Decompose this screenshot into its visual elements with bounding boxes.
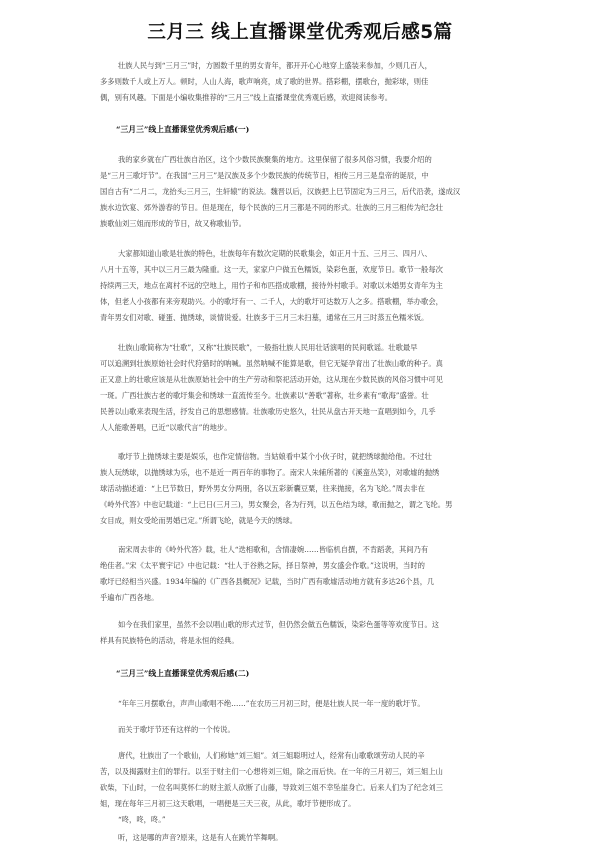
text-line: 国自古有“二月二，龙抬头;三月三，生轩辕”的说法。魏晋以后，汉族把上巳节固定为三月三，后代沿袭，遂成汉 — [100, 187, 461, 196]
text-line: 南宋周去非的《岭外代答》载，壮人“迭相歌和，含情凄婉……皆临机自撰，不肯蹈袭，其间乃有 — [118, 545, 429, 554]
text-line: 多多则数千人或上万人。顿时，人山人海，歌声响亮，成了歌的世界。搭彩棚，摆歌台，抛彩球，则佳 — [100, 77, 429, 86]
text-line: 偶，别有风趣。下面是小编收集推荐的“三月三”线上直播课堂优秀观后感，欢迎阅读参考。 — [100, 93, 393, 102]
text-line: 如今在我们家里，虽然不会以唱山歌的形式过节，但仍然会做五色糯饭，染彩色蛋等等欢度节日。这 — [118, 620, 440, 629]
text-line: “咚，咚，咚。” — [118, 815, 166, 824]
text-line: “年年三月摆歌台，声声山歌唱不绝……”在农历三月初三时，便是壮族人民一年一度的歌圩节。 — [118, 699, 425, 708]
text-line: 壮族人民与到“三月三”时，方圆数千里的男女青年，都开开心心地穿上盛装来参加，少则几百人， — [118, 61, 432, 70]
text-line: 女目成，则女受纶而男婚已定。”所谓飞纶，就是今天的绣球。 — [100, 516, 298, 525]
text-line: 乎遍布广西各地。 — [100, 593, 159, 602]
text-line: 壮族山歌简称为“壮歌”，又称“壮族民歌”，一般指壮族人民用壮话演唱的民间歌谣。壮歌最早 — [118, 343, 418, 352]
text-line: 我的家乡就在广西壮族自治区，这个少数民族聚集的地方。这里保留了很多风俗习惯，我要介绍的 — [118, 155, 432, 164]
text-line: 砍柴，下山时，一位名叫莫怀仁的财主派人砍断了山藤，导致刘三姐不幸坠崖身亡。后来人们为了纪念刘三 — [100, 783, 443, 792]
text-line: 正又意上的壮歌应该是从壮族原始社会中的生产劳动和祭祀活动开始，这从现在少数民族的风俗习惯中可见 — [100, 375, 443, 384]
text-line: 歌圩已经相当兴盛。1934年编的《广西各县概况》记载，当时广西有歌墟活动地方就有多达26个县，几 — [100, 577, 435, 586]
text-line: 样具有民族特色的活动，将是永恒的经典。 — [100, 636, 239, 645]
text-line: 族水边饮宴、郊外游春的节日。但是现在，每个民族的三月三都是不同的形式。壮族的三月三相传为纪念壮 — [100, 203, 443, 212]
text-line: 体，但老人小孩都有来旁观助兴。小的歌圩有一、二千人，大的歌圩可达数万人之多。搭歌棚，举办歌会， — [100, 297, 443, 306]
text-line: 可以追溯到壮族原始社会时代狩猎时的呐喊。虽然呐喊不能算是歌，但它无疑孕育出了壮族山歌的种子。真 — [100, 359, 443, 368]
text-line: 听，这是哪的声音?原来，这是有人在跳竹竿舞啊。 — [118, 833, 283, 842]
text-line: 苦，以及揭露财主们的罪行。以至于财主们一心想将刘三姐，除之而后快。在一年的三月初三，刘三姐上山 — [100, 767, 443, 776]
text-line: 歌圩节上抛绣球主要是娱乐，也作定情信物。当姑娘看中某个小伙子时，就把绣球抛给他。不过壮 — [118, 452, 432, 461]
text-line: 族歌仙刘三姐而形成的节日，故又称歌仙节。 — [100, 219, 246, 228]
text-line: 唐代，壮族出了一个歌仙，人们称她“刘三姐”。刘三姐聪明过人，经常有山歌歌颂劳动人民的辛 — [118, 751, 425, 760]
text-line: 《岭外代答》中也记载道：“上已日(三月三)，男女聚会，各为行列，以五色结为球，歌而抛之，谓之飞纶。男 — [100, 500, 453, 509]
page-title: 三月三 线上直播课堂优秀观后感5篇 — [147, 22, 453, 43]
text-line: 大家都知道山歌是壮族的特色，壮族每年有数次定期的民歌集会，如正月十五、三月三、四月八、 — [118, 249, 432, 258]
text-line: 民善以山歌来表现生活，抒发自己的思想感情。壮族歌历史悠久，壮民从盘古开天地一直唱到如今，几乎 — [100, 407, 436, 416]
text-line: 人人能歌善唱，已近“以歌代言”的地步。 — [100, 423, 232, 432]
text-line: 姐，现在每年三月初三这天歌唱，一唱便是三天三夜，从此，歌圩节便形成了。 — [100, 799, 356, 808]
text-line: 持续两三天，地点在离村不远的空地上，用竹子和布匹搭成歌棚，接待外村歌手。对歌以未婚男女青年为主 — [100, 281, 443, 290]
text-line: 一斑。广西壮族古老的歌圩集会和绣球一直流传至今。壮族素以“善歌”著称，壮乡素有“歌海”盛誉。壮 — [100, 391, 429, 400]
text-line: 绝佳者。”宋《太平寰宇记》中也记载：“壮人于谷熟之际，择日祭神，男女盛会作歌。”这说明，当时的 — [100, 561, 425, 570]
text-line: 而关于歌圩节还有这样的一个传说。 — [118, 725, 235, 734]
text-line: 族人玩绣球，以抛绣球为乐，也不是近一两百年的事物了。南宋人朱辅所著的《溪蛮丛笑》，对歌墟的抛绣 — [100, 468, 440, 477]
text-line: 球活动描述道：“上巳节数日，野外男女分两朋，各以五彩新囊豆粟，往来抛接，名为飞纶。”周去非在 — [100, 484, 425, 493]
text-line: 是“三月三歌圩节”。在我国“三月三”是汉族及多个少数民族的传统节日，相传三月三是皇帝的诞辰，中 — [100, 171, 429, 180]
section-heading-1: “三月三”线上直播课堂优秀观后感(一) — [116, 125, 250, 134]
section-heading-2: “三月三”线上直播课堂优秀观后感(二) — [116, 669, 250, 678]
text-line: 青年男女们对歌、碰蛋、抛绣球，谈情说爱。壮族多于三月三未扫墓，通常在三月三时蒸五色糯米饭。 — [100, 313, 429, 322]
text-line: 八月十五等，其中以三月三最为隆重。这一天，家家户户做五色糯饭，染彩色蛋，欢度节日。歌节一般每次 — [100, 265, 443, 274]
